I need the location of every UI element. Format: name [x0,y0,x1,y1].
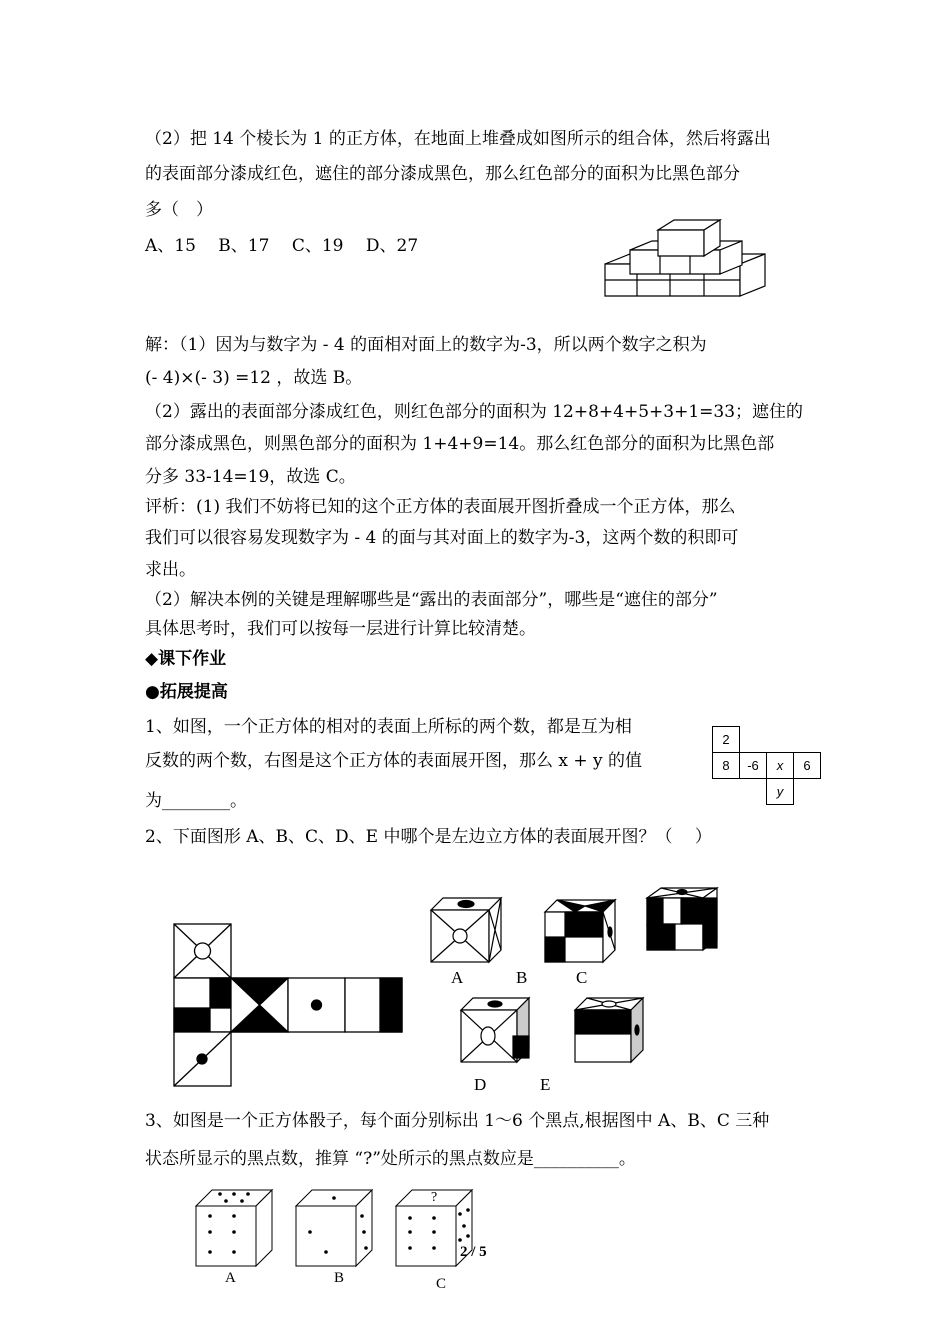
net-cell: x [766,752,794,779]
option-label-a: A [451,968,464,987]
dice-label-a: A [225,1270,236,1286]
ex1-line2: 反数的两个数，右图是这个正方体的表面展开图，那么 x + y 的值 [145,751,643,771]
ex1-line3: 为________。 [145,791,247,811]
dice-label-c: C [436,1276,447,1292]
solution-line2: (- 4)×(- 3) =12 ，故选 B。 [145,368,363,388]
extend-heading: ●拓展提高 [145,682,228,702]
ex3-line2: 状态所显示的黑点数，推算 “?”处所示的黑点数应是__________。 [145,1149,636,1169]
q2-line3: 多（ ） [145,200,213,220]
solution-line5: 分多 33-14=19，故选 C。 [145,467,356,487]
ex2-line1: 2、下面图形 A、B、C、D、E 中哪个是左边立方体的表面展开图？（ ） [145,827,712,847]
option-label-d: D [474,1075,487,1094]
option-label-e: E [540,1075,551,1094]
stacked-cubes-figure [600,212,770,314]
dice-label-b: B [334,1270,345,1286]
q2-line2: 的表面部分漆成红色，遮住的部分漆成黑色，那么红色部分的面积为比黑色部分 [145,164,740,184]
comment-line4: （2）解决本例的关键是理解哪些是“露出的表面部分”，哪些是“遮住的部分” [145,590,718,610]
solution-line3: （2）露出的表面部分漆成红色，则红色部分的面积为 12+8+4+5+3+1=33；遮住的 [145,402,804,422]
solution-line1: 解：（1）因为与数字为 - 4 的面相对面上的数字为-3，所以两个数字之积为 [145,335,707,355]
dice-question-mark: ? [431,1190,438,1205]
comment-line2: 我们可以很容易发现数字为 - 4 的面与其对面上的数字为-3，这两个数的积即可 [145,528,739,548]
page-indicator: 2 / 5 [460,1244,487,1260]
net-cell: 6 [793,752,821,779]
net-cell: 8 [712,752,740,779]
dice-figures [190,1186,490,1270]
q2-line1: （2）把 14 个棱长为 1 的正方体，在地面上堆叠成如图所示的组合体，然后将露出 [145,129,771,149]
option-cubes [425,884,725,1068]
option-label-c: C [576,968,588,987]
cube-net-ex1 [712,726,822,808]
cube-net-ex2 [170,920,410,1090]
comment-line1: 评析：(1) 我们不妨将已知的这个正方体的表面展开图折叠成一个正方体，那么 [145,497,736,517]
ex1-line1: 1、如图，一个正方体的相对的表面上所标的两个数，都是互为相 [145,717,632,737]
net-cell: 2 [712,726,740,753]
solution-line4: 部分漆成黑色，则黑色部分的面积为 1+4+9=14。那么红色部分的面积为比黑色部 [145,434,775,454]
net-cell: y [766,778,794,805]
comment-line5: 具体思考时，我们可以按每一层进行计算比较清楚。 [145,619,536,639]
net-cell: -6 [739,752,767,779]
ex3-line1: 3、如图是一个正方体骰子，每个面分别标出 1～6 个黑点,根据图中 A、B、C 三种 [145,1111,770,1131]
homework-heading: ◆课下作业 [145,649,227,669]
comment-line3: 求出。 [145,560,196,580]
option-label-b: B [516,968,528,987]
q2-options: A、15 B、17 C、19 D、27 [145,236,419,256]
